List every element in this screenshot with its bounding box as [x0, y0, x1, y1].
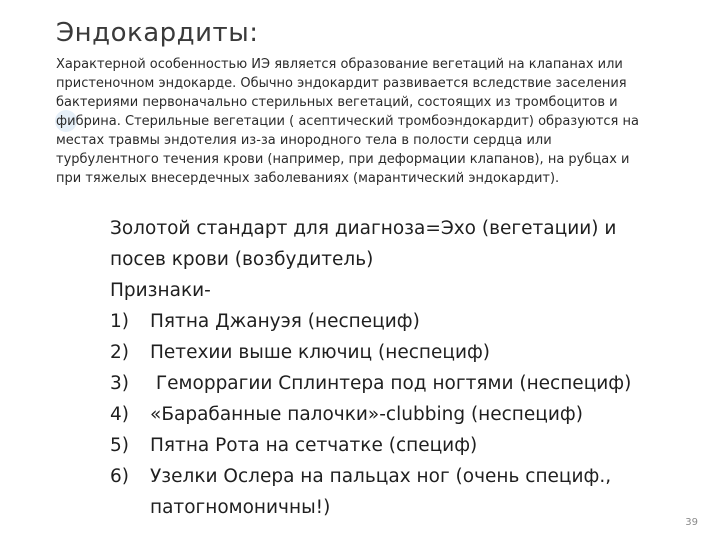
sign-text: «Барабанные палочки»-clubbing (неспециф) [150, 404, 583, 425]
intro-line: турбулентного течения крови (например, при деформации клапанов), на рубцах и [56, 152, 630, 167]
page-number: 39 [685, 517, 698, 528]
intro-paragraph [56, 55, 644, 188]
sign-text: Пятна Джануэя (неспециф) [150, 311, 420, 332]
gold-standard-line: посев крови (возбудитель) [110, 249, 374, 270]
sign-number: 5) [110, 435, 129, 456]
sign-item [110, 430, 690, 461]
slide-title: Эндокардиты: [56, 18, 259, 48]
intro-line: бактериями первоначально стерильных вегетаций, состоящих из тромбоцитов и [56, 95, 618, 110]
intro-line: при тяжелых внесердечных заболеваниях (марантический эндокардит). [56, 171, 560, 186]
intro-line: пристеночном эндокарде. Обычно эндокардит развивается вследствие заселения [56, 76, 627, 91]
intro-line: Характерной особенностью ИЭ является образование вегетаций на клапанах или [56, 57, 623, 72]
sign-number: 3) [110, 373, 129, 394]
sign-text: Петехии выше ключиц (неспециф) [150, 342, 491, 363]
sign-number: 2) [110, 342, 129, 363]
intro-line: местах травмы эндотелия из-за инородного тела в полости сердца или [56, 133, 552, 148]
sign-text: Узелки Ослера на пальцах ног (очень специф., [150, 466, 612, 487]
sign-text-continuation: патогномоничны!) [150, 497, 331, 518]
sign-text: Пятна Рота на сетчатке (специф) [150, 435, 478, 456]
sign-item [110, 399, 690, 430]
sign-number: 1) [110, 311, 129, 332]
sign-item [110, 461, 690, 523]
sign-item [110, 368, 690, 399]
sign-number: 4) [110, 404, 129, 425]
gold-standard-line: Золотой стандарт для диагноза=Эхо (вегетации) и [110, 218, 617, 239]
intro-line: фибрина. Стерильные вегетации ( асептический тромбоэндокардит) образуются на [56, 114, 639, 129]
signs-heading: Признаки- [110, 280, 211, 301]
main-content [110, 213, 690, 523]
sign-item [110, 306, 690, 337]
sign-text: Геморрагии Сплинтера под ногтями (неспециф) [150, 373, 632, 394]
sign-number: 6) [110, 466, 129, 487]
sign-item [110, 337, 690, 368]
